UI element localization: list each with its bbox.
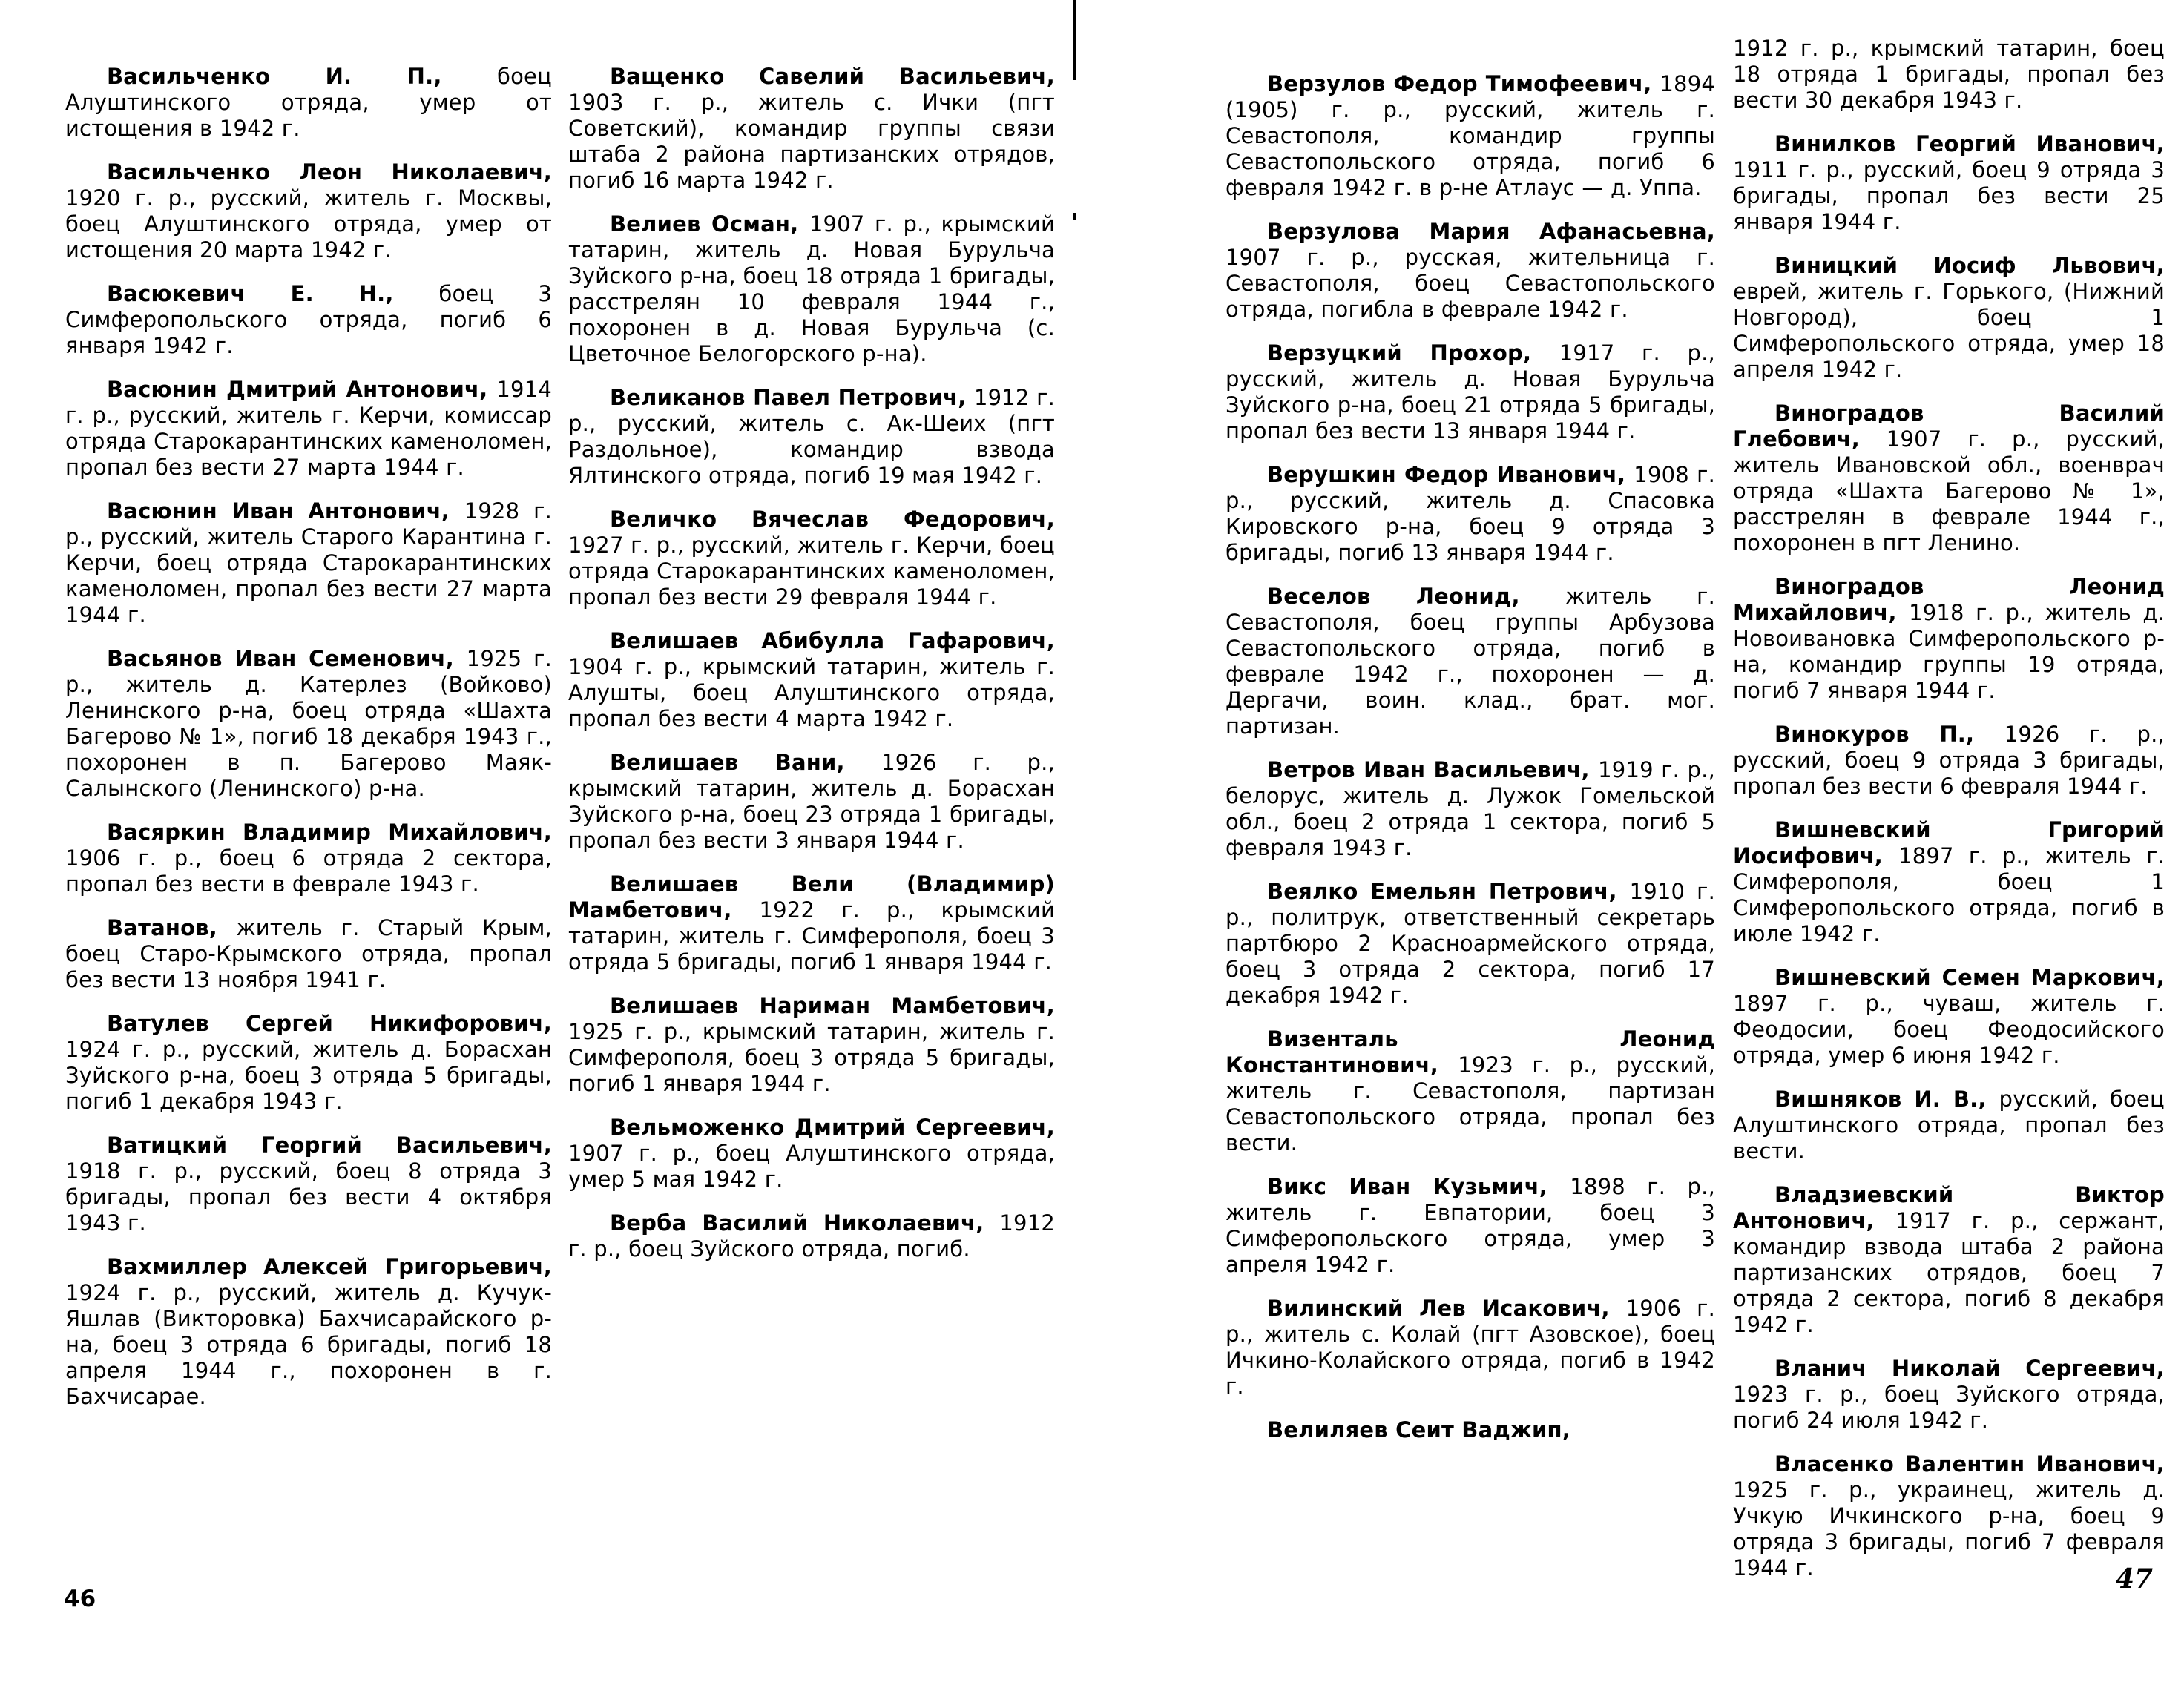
entry: Вахмиллер Алексей Григорьевич, 1924 г. р., русский, житель д. Кучук-Яшлав (Викторовка) Бахчисарайского р-на, боец 3 отряда 6 бригады, погиб 18 апреля 1944 г., похоронен в г. Бахчисарае. xyxy=(65,1254,552,1409)
entry-name: Велишаев Абибулла Гафарович, xyxy=(610,628,1055,653)
entry-name: Ващенко Савелий Васильевич, xyxy=(610,64,1055,89)
entry-name: Вланич Николай Сергеевич, xyxy=(1774,1356,2165,1381)
entry-name: Вельможенко Дмитрий Сергеевич, xyxy=(610,1115,1055,1140)
entry-name: Власенко Валентин Иванович, xyxy=(1774,1451,2165,1477)
entry: Васьянов Иван Семенович, 1925 г. р., житель д. Катерлез (Войково) Ленинского р-на, боец отряда «Шахта Багерово № 1», погиб 18 декабря 1943 г., похоронен в п. Багерово Маяк-Салынского (Ленинского) р-на. xyxy=(65,646,552,801)
entry: Ветров Иван Васильевич, 1919 г. р., белорус, житель д. Лужок Гомельской обл., боец 2 отряда 1 сектора, погиб 5 февраля 1943 г. xyxy=(1226,757,1715,860)
entry: Вишневский Григорий Иосифович, 1897 г. р., житель г. Симферополя, боец 1 Симферопольского отряда, погиб в июле 1942 г. xyxy=(1733,817,2165,946)
entry: Васяркин Владимир Михайлович, 1906 г. р., боец 6 отряда 2 сектора, пропал без вести в феврале 1943 г. xyxy=(65,820,552,897)
entry-name: Вишневский Григорий Иосифович, xyxy=(1733,817,2165,868)
entry-name: Визенталь Леонид Константинович, xyxy=(1226,1026,1715,1078)
entry: Верзулов Федор Тимофеевич, 1894 (1905) г. р., русский, житель г. Севастополя, командир группы Севастопольского отряда, погиб 6 февраля 1942 г. в р-не Атлаус — д. Уппа. xyxy=(1226,71,1715,200)
entry-name: Велиев Осман, xyxy=(610,211,809,237)
entry-name: Васюнин Дмитрий Антонович, xyxy=(107,377,497,402)
entry-name: Викс Иван Кузьмич, xyxy=(1267,1174,1570,1199)
entry-name: Ватулев Сергей Никифорович, xyxy=(107,1011,552,1036)
entry: 1912 г. р., крымский татарин, боец 18 отряда 1 бригады, пропал без вести 30 декабря 1943 г. xyxy=(1733,36,2165,113)
entry: Винокуров П., 1926 г. р., русский, боец 9 отряда 3 бригады, пропал без вести 6 февраля 1944 г. xyxy=(1733,722,2165,799)
entry: Велишаев Абибулла Гафарович, 1904 г. р., крымский татарин, житель г. Алушты, боец Алуштинского отряда, пропал без вести 4 марта 1942 г. xyxy=(568,628,1055,731)
entry-name: Васьянов Иван Семенович, xyxy=(107,646,467,671)
entry-name: Великанов Павел Петрович, xyxy=(610,385,974,410)
page-number-right: 47 xyxy=(2116,1563,2154,1595)
entry-name: Верзуцкий Прохор, xyxy=(1267,340,1559,366)
entry: Верзуцкий Прохор, 1917 г. р., русский, житель д. Новая Бурульча Зуйского р-на, боец 21 отряда 5 бригады, пропал без вести 13 января 1944 г. xyxy=(1226,340,1715,443)
entry: Васильченко И. П., боец Алуштинского отряда, умер от истощения в 1942 г. xyxy=(65,64,552,141)
page46-column-2 xyxy=(568,64,1055,1280)
entry: Виницкий Иосиф Львович, еврей, житель г. Горького, (Нижний Новгород), боец 1 Симферопольского отряда, умер 18 апреля 1942 г. xyxy=(1733,253,2165,382)
entry: Владзиевский Виктор Антонович, 1917 г. р., сержант, командир взвода штаба 2 района партизанских отрядов, боец 7 отряда 2 сектора, погиб 8 декабря 1942 г. xyxy=(1733,1182,2165,1337)
entry: Васюнин Иван Антонович, 1928 г. р., русский, житель Старого Карантина г. Керчи, боец отряда Старокарантинских каменоломен, пропал без вести 27 марта 1944 г. xyxy=(65,498,552,627)
entry: Ватулев Сергей Никифорович, 1924 г. р., русский, житель д. Борасхан Зуйского р-на, боец 3 отряда 5 бригады, погиб 1 декабря 1943 г. xyxy=(65,1011,552,1114)
entry-name: Виницкий Иосиф Львович, xyxy=(1774,253,2165,278)
entry: Викс Иван Кузьмич, 1898 г. р., житель г. Евпатории, боец 3 Симферопольского отряда, умер 3 апреля 1942 г. xyxy=(1226,1174,1715,1277)
entry-name: Верушкин Федор Иванович, xyxy=(1267,462,1634,487)
page-number-left: 46 xyxy=(64,1586,96,1612)
entry: Визенталь Леонид Константинович, 1923 г. р., русский, житель г. Севастополя, партизан Севастопольского отряда, пропал без вести. xyxy=(1226,1026,1715,1155)
entry: Вельможенко Дмитрий Сергеевич, 1907 г. р., боец Алуштинского отряда, умер 5 мая 1942 г. xyxy=(568,1115,1055,1192)
entry-name: Верзулова Мария Афанасьевна, xyxy=(1267,219,1715,244)
entry: Вланич Николай Сергеевич, 1923 г. р., боец Зуйского отряда, погиб 24 июля 1942 г. xyxy=(1733,1356,2165,1433)
entry-name: Веселов Леонид, xyxy=(1267,584,1566,609)
entry-name: Васильченко И. П., xyxy=(107,64,497,89)
entry: Ващенко Савелий Васильевич, 1903 г. р., житель с. Ички (пгт Советский), командир группы связи штаба 2 района партизанских отрядов, погиб 16 марта 1942 г. xyxy=(568,64,1055,193)
page46-column-1 xyxy=(65,64,552,1428)
entry: Веялко Емельян Петрович, 1910 г. р., политрук, ответственный секретарь партбюро 2 Красноармейского отряда, боец 3 отряда 2 сектора, погиб 17 декабря 1942 г. xyxy=(1226,879,1715,1008)
entry: Велиев Осман, 1907 г. р., крымский татарин, житель д. Новая Бурульча Зуйского р-на, боец 18 отряда 1 бригады, расстрелян 10 февраля 1944 г., похоронен в д. Новая Бурульча (с. Цветочное Белогорского р-на). xyxy=(568,211,1055,366)
entry: Васюнин Дмитрий Антонович, 1914 г. р., русский, житель г. Керчи, комиссар отряда Старокарантинских каменоломен, пропал без вести 27 марта 1944 г. xyxy=(65,377,552,480)
entry-name: Вишняков И. В., xyxy=(1774,1086,1999,1112)
page47-column-2 xyxy=(1733,36,2165,1599)
entry-name: Велишаев Нариман Мамбетович, xyxy=(610,993,1055,1018)
entry-name: Виноградов Василий Глебович, xyxy=(1733,400,2165,452)
entry-name: Верзулов Федор Тимофеевич, xyxy=(1267,71,1660,96)
page47-column-1 xyxy=(1226,71,1715,1461)
entry: Вишневский Семен Маркович, 1897 г. р., чуваш, житель г. Феодосии, боец Феодосийского отряда, умер 6 июня 1942 г. xyxy=(1733,965,2165,1068)
entry: Велишаев Нариман Мамбетович, 1925 г. р., крымский татарин, житель г. Симферополя, боец 3 отряда 5 бригады, погиб 1 января 1944 г. xyxy=(568,993,1055,1096)
entry-name: Велиляев Сеит Ваджип, xyxy=(1267,1417,1571,1442)
entry: Верушкин Федор Иванович, 1908 г. р., русский, житель д. Спасовка Кировского р-на, боец 9 отряда 3 бригады, погиб 13 января 1944 г. xyxy=(1226,462,1715,565)
entry: Власенко Валентин Иванович, 1925 г. р., украинец, житель д. Учкую Ичкинского р-на, боец 9 отряда 3 бригады, погиб 7 февраля 1944 г. xyxy=(1733,1451,2165,1580)
entry-name: Величко Вячеслав Федорович, xyxy=(610,507,1055,532)
entry: Васюкевич Е. Н., боец 3 Симферопольского отряда, погиб 6 января 1942 г. xyxy=(65,281,552,358)
entry-name: Виноградов Леонид Михайлович, xyxy=(1733,574,2165,625)
entry: Ватанов, житель г. Старый Крым, боец Старо-Крымского отряда, пропал без вести 13 ноября 1941 г. xyxy=(65,915,552,992)
entry: Винилков Георгий Иванович, 1911 г. р., русский, боец 9 отряда 3 бригады, пропал без вести 25 января 1944 г. xyxy=(1733,131,2165,234)
entry: Виноградов Леонид Михайлович, 1918 г. р., житель д. Новоивановка Симферопольского р-на, командир группы 19 отряда, погиб 7 января 1944 г. xyxy=(1733,574,2165,703)
entry-name: Велишаев Вели (Владимир) Мамбетович, xyxy=(568,871,1055,923)
entry: Вишняков И. В., русский, боец Алуштинского отряда, пропал без вести. xyxy=(1733,1086,2165,1164)
entry-name: Велишаев Вани, xyxy=(610,750,882,775)
entry: Великанов Павел Петрович, 1912 г. р., русский, житель с. Ак-Шеих (пгт Раздольное), командир взвода Ялтинского отряда, погиб 19 мая 1942 г. xyxy=(568,385,1055,488)
entry-name: Васюкевич Е. Н., xyxy=(107,281,439,306)
entry-name: Ватанов, xyxy=(107,915,237,940)
entry: Велишаев Вели (Владимир) Мамбетович, 1922 г. р., крымский татарин, житель г. Симферополя, боец 3 отряда 5 бригады, погиб 1 января 1944 г. xyxy=(568,871,1055,975)
entry: Величко Вячеслав Федорович, 1927 г. р., русский, житель г. Керчи, боец отряда Старокарантинских каменоломен, пропал без вести 29 февраля 1944 г. xyxy=(568,507,1055,610)
entry: Верба Василий Николаевич, 1912 г. р., боец Зуйского отряда, погиб. xyxy=(568,1210,1055,1262)
entry-name: Вишневский Семен Маркович, xyxy=(1774,965,2165,990)
entry: Веселов Леонид, житель г. Севастополя, боец группы Арбузова Севастопольского отряда, погиб в феврале 1942 г., похоронен — д. Дергачи, воин. клад., брат. мог. партизан. xyxy=(1226,584,1716,739)
entry-name: Вахмиллер Алексей Григорьевич, xyxy=(107,1254,552,1279)
entry-name: Верба Василий Николаевич, xyxy=(610,1210,1000,1236)
entry-name: Веялко Емельян Петрович, xyxy=(1267,879,1630,904)
entry-name: Васильченко Леон Николаевич, xyxy=(107,159,552,185)
entry-name: Винокуров П., xyxy=(1774,722,2004,747)
page-gutter-line xyxy=(1073,0,1076,80)
entry-name: Васяркин Владимир Михайлович, xyxy=(107,820,552,845)
entry: Верзулова Мария Афанасьевна, 1907 г. р., русская, жительница г. Севастополя, боец Севастопольского отряда, погибла в феврале 1942 г. xyxy=(1226,219,1715,322)
entry-name: Васюнин Иван Антонович, xyxy=(107,498,464,524)
entry-name: Вилинский Лев Исакович, xyxy=(1267,1296,1626,1321)
entry-name: Владзиевский Виктор Антонович, xyxy=(1733,1182,2165,1233)
entry-name: Винилков Георгий Иванович, xyxy=(1774,131,2165,156)
entry-name: Ватицкий Георгий Васильевич, xyxy=(107,1132,552,1158)
entry-name: Ветров Иван Васильевич, xyxy=(1267,757,1599,782)
entry: Ватицкий Георгий Васильевич, 1918 г. р., русский, боец 8 отряда 3 бригады, пропал без вести 4 октября 1943 г. xyxy=(65,1132,552,1236)
entry xyxy=(1226,1417,1715,1443)
entry: Виноградов Василий Глебович, 1907 г. р., русский, житель Ивановской обл., военврач отряда «Шахта Багерово № 1», расстрелян в феврале 1944 г., похоронен в пгт Ленино. xyxy=(1733,400,2165,555)
entry: Вилинский Лев Исакович, 1906 г. р., житель с. Колай (пгт Азовское), боец Ичкино-Колайского отряда, погиб в 1942 г. xyxy=(1226,1296,1715,1399)
page-gutter-mark xyxy=(1073,213,1076,220)
entry: Васильченко Леон Николаевич, 1920 г. р., русский, житель г. Москвы, боец Алуштинского отряда, умер от истощения 20 марта 1942 г. xyxy=(65,159,552,263)
entry: Велишаев Вани, 1926 г. р., крымский татарин, житель д. Борасхан Зуйского р-на, боец 23 отряда 1 бригады, пропал без вести 3 января 1944 г. xyxy=(568,750,1055,853)
